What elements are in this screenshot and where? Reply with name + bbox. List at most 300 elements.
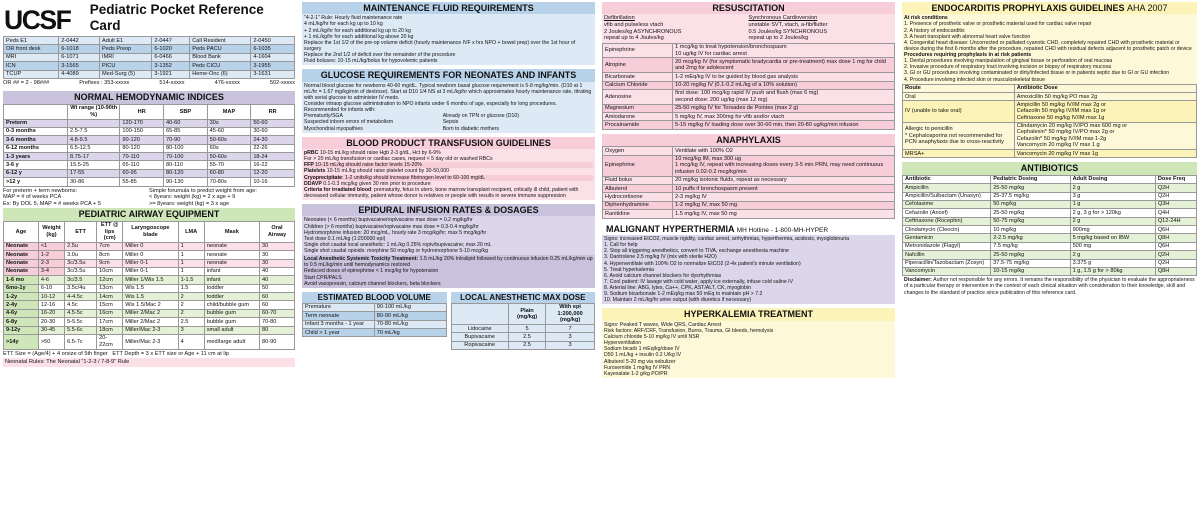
table-cell: 4-4089 xyxy=(59,70,100,78)
table-cell: 3-1352 xyxy=(152,62,190,70)
table-cell: 3-1921 xyxy=(152,70,190,78)
table-cell: 2-0447 xyxy=(152,37,190,45)
last-line: Avoid vasopressin, calcium channel blockers, beta blockers xyxy=(304,280,441,287)
table-cell: Ranitidine xyxy=(603,210,673,218)
table-cell: 60 xyxy=(260,293,295,301)
table-cell: 70-80s xyxy=(207,178,251,186)
table-cell: 3 xyxy=(178,326,204,334)
table-cell: Child > 1 year xyxy=(303,329,375,337)
table-row xyxy=(4,161,295,169)
table-row xyxy=(603,193,895,201)
column-header: With epi 1:200,000 (mg/kg) xyxy=(546,303,595,324)
defib-line: repeat up to 4 Joules/kg xyxy=(604,35,664,42)
glucose-line: Consider intraop glucose administration to NPO infants under 6 months of age, especially for long procedures. Recommended for infants with: xyxy=(304,101,557,114)
mh-header xyxy=(602,223,895,235)
table-row xyxy=(303,329,447,337)
table-cell: Q8H xyxy=(1155,267,1196,275)
table-cell: 4.5c xyxy=(65,301,97,309)
text-line: At risk conditions xyxy=(904,15,948,22)
table-row xyxy=(903,184,1197,192)
table-cell: 2.5u xyxy=(65,242,97,250)
table-row xyxy=(603,81,895,89)
table-row xyxy=(4,251,295,259)
table-cell: 1-3 years xyxy=(4,153,68,161)
table-cell: 50-60s xyxy=(207,153,251,161)
table-row xyxy=(603,43,895,58)
table-cell: med/large adult xyxy=(204,334,259,349)
table-cell: 3-6 months xyxy=(4,136,68,144)
text-line: 1. Dental procedures involving manipulation of gingival tissue or perforation of oral mucosa xyxy=(904,58,1113,65)
table-cell: 6.5-7c xyxy=(65,334,97,349)
table-row xyxy=(903,192,1197,200)
table-cell: 80-120 xyxy=(120,144,164,152)
table-cell: 1-2 mEq/kg IV to be guided by blood gas analysis xyxy=(673,73,895,81)
column-header xyxy=(4,104,68,119)
table-cell: Wis 1.5 xyxy=(123,293,178,301)
endo-header xyxy=(902,2,1197,14)
header-row xyxy=(4,104,295,119)
table-row xyxy=(903,150,1197,158)
column-header: Pediatric Dosing xyxy=(991,175,1070,183)
table-row xyxy=(4,267,295,275)
table-cell: 7 xyxy=(546,325,595,333)
column-header: LMA xyxy=(178,221,204,242)
note-line: For preterm + term newborns: xyxy=(3,187,78,194)
table-cell: Miller 2/Mac 2 xyxy=(123,309,178,317)
table-row xyxy=(903,259,1197,267)
table-cell: 3-4 xyxy=(38,267,64,275)
epidural-title: EPIDURAL INFUSION RATES & DOSAGES xyxy=(302,204,595,216)
table-cell: 18cm xyxy=(97,326,123,334)
column-header: RR xyxy=(251,104,295,119)
pair-right: Already on TPN or glucose (D10) xyxy=(442,113,520,120)
table-cell: 60s xyxy=(207,144,251,152)
table-cell: Peds PACU xyxy=(190,45,251,53)
table-cell: 500 mg xyxy=(1070,242,1155,250)
blood-item: DDAVP 0.1-0.3 mcg/kg given 30 min prior to procedure xyxy=(304,180,431,187)
table-cell: 80-110 xyxy=(164,161,208,169)
table-cell: 3 xyxy=(546,341,595,349)
table-cell: 16-20 xyxy=(38,309,64,317)
table-cell: 4-6 xyxy=(38,276,64,284)
table-cell: 1 mcg/kg to treat hypotension/bronchospasm 10 ug/kg IV for cardiac arrest xyxy=(673,43,895,58)
text-line: 1. Call for help xyxy=(604,242,638,249)
table-cell: MRSA+ xyxy=(903,150,1015,158)
hemodynamic-notes xyxy=(3,187,295,209)
cardio-title: Synchronous Cardioversion xyxy=(748,15,818,22)
table-cell: Cefazolin (Ancef) xyxy=(903,209,991,217)
table-cell: Q2H xyxy=(1155,184,1196,192)
table-cell: Neonate xyxy=(4,242,39,250)
text-line: 2. A history of endocarditis xyxy=(904,27,965,34)
text-line: Furosemide 1 mg/kg IV PRN xyxy=(604,364,671,371)
table-cell: infant xyxy=(204,276,259,284)
table-cell: Miller 0 xyxy=(123,242,178,250)
blood-item: FFP 10-15 mL/kg should raise factor levels 15-20% xyxy=(304,162,593,168)
table-cell: Procainamide xyxy=(603,121,673,129)
column-header: Plain (mg/kg) xyxy=(508,303,545,324)
table-row xyxy=(603,176,895,184)
abx-title: ANTIBIOTICS xyxy=(902,162,1197,174)
table-cell: Albuterol xyxy=(603,185,673,193)
text-line: 6. Avoid calcium channel blockers for dysrhythmias xyxy=(604,272,722,279)
table-cell: Neonate xyxy=(4,251,39,259)
table-cell: 65-85 xyxy=(164,127,208,135)
column-header: MAP xyxy=(207,104,251,119)
table-row xyxy=(4,309,295,317)
table-row xyxy=(4,136,295,144)
blood-item: Cryoprecipitate: 1-2 units/kg should increase fibrinogen level to 60-100 mg/dL xyxy=(304,175,593,181)
column-header: ETT xyxy=(65,221,97,242)
text-line: + 2 mL/kg/hr for each additional kg up to 20 kg xyxy=(304,27,411,34)
table-cell: ICN xyxy=(4,62,59,70)
table-cell: Miller/Mac 2-3 xyxy=(123,326,178,334)
table-cell: >14y xyxy=(4,334,39,349)
table-cell: 30 xyxy=(260,242,295,250)
table-cell: 1-2y xyxy=(4,293,39,301)
endo-table xyxy=(902,84,1197,159)
table-cell: Ceftriaxone (Rocephin) xyxy=(903,217,991,225)
table-cell: first dose: 100 mcg/kg rapid IV push and flush (max 6 mg) second dose: 200 ug/kg (max 12 mg) xyxy=(673,89,895,104)
table-cell: 8.75-17 xyxy=(68,153,120,161)
table-cell: Q8H xyxy=(1155,234,1196,242)
table-row xyxy=(303,303,447,311)
table-cell: 2 g, 3 g for > 120kg xyxy=(1070,209,1155,217)
table-cell: 22-26 xyxy=(251,144,295,152)
table-cell: Wis 1.5 xyxy=(123,284,178,292)
table-cell: 5 mg/kg IV, max 300mg for vfib and/or vtach xyxy=(673,113,895,121)
table-cell: 2.5 xyxy=(508,341,545,349)
column-header: Weight (kg) xyxy=(38,221,64,242)
table-cell: 12-16 xyxy=(38,301,64,309)
table-cell: 2-4y xyxy=(4,301,39,309)
table-cell: 100-150 xyxy=(120,127,164,135)
table-cell: 12cm xyxy=(97,276,123,284)
table-cell: 1-2 xyxy=(38,251,64,259)
table-row xyxy=(603,201,895,209)
pair-right: Sepsis xyxy=(442,119,459,126)
abx-table xyxy=(902,175,1197,277)
ett-size: ETT Size = (Age/4) + 4 orsize of 5th finger xyxy=(3,350,108,357)
table-cell: 25-50 mg/kg xyxy=(991,251,1070,259)
table-cell: 8cm xyxy=(97,251,123,259)
table-cell: Lidocaine xyxy=(451,325,508,333)
table-cell: Miller/Mac 2-3 xyxy=(123,334,178,349)
resus-table xyxy=(602,43,895,130)
table-cell: Miller 1/Wis 1.5 xyxy=(123,276,178,284)
table-cell: Nafcillin xyxy=(903,251,991,259)
table-cell: small adult xyxy=(204,326,259,334)
table-row xyxy=(4,259,295,267)
blood-item: Platelets 10-15 mL/kg should raise platelet count by 30-50,000 xyxy=(304,168,450,175)
table-cell: Vancomycin xyxy=(903,267,991,275)
table-cell: neonate xyxy=(204,251,259,259)
table-cell: 30-60 xyxy=(251,127,295,135)
table-cell: Med-Surg (5) xyxy=(100,70,152,78)
text-line: Test dose 0.1 mL/kg (1:200000 epi) xyxy=(304,235,386,242)
table-cell: 15.5-25 xyxy=(68,161,120,169)
note-line: >= 8years: weight (kg) = 3 x age xyxy=(149,200,230,207)
table-cell: 1-2 mg/kg IV, max 50 mg xyxy=(673,201,895,209)
table-cell: 1.5 xyxy=(178,284,204,292)
table-row xyxy=(451,325,595,333)
table-cell: 12-20 xyxy=(251,169,295,177)
table-row xyxy=(303,312,447,320)
table-row xyxy=(4,119,295,127)
blood-item: For > 20 mL/kg transfusion or cardiac cases, request < 5 day old or washed RBCs xyxy=(304,156,493,163)
header xyxy=(3,2,295,34)
table-cell: 2.5 xyxy=(178,318,204,326)
table-cell: 90-100 mL/kg xyxy=(374,303,446,311)
glucose-title: GLUCOSE REQUIREMENTS FOR NEONATES AND INFANTS xyxy=(302,69,595,81)
endo-aha: AHA 2007 xyxy=(1127,3,1168,13)
table-cell: 55-70 xyxy=(207,161,251,169)
text-line: Children (> 6 months) bupivacaine/ropivacaine max dose = 0.3-0.4 mg/kg/hr xyxy=(304,223,479,230)
table-cell: 80-120 xyxy=(164,169,208,177)
table-cell: 7cm xyxy=(97,242,123,250)
prefix-476: 476-xxxxx xyxy=(214,79,240,86)
table-cell: Metronidazole (Flagyl) xyxy=(903,242,991,250)
text-line: 4. Hyperventilate with 100% O2 to normalize EtCO2 (2-4x patient's minute ventilation) xyxy=(604,260,801,267)
table-row xyxy=(903,122,1197,150)
glucose-line: Normal blood glucose for newborns 40-60 mg/dL. Typical newborn basal glucose requirement is 5-8 mg/kg/min. (D10 at 1 mL/hr = 1.67 mg/kg/min of dextrose). Start at D10 1/4 NS at 3 mL/kg/hr which approximates hourly maintenance rate, titrating with serial glucose to administer IV meds. xyxy=(304,82,592,101)
table-cell: 7.5 mg/kg xyxy=(991,242,1070,250)
column-1 xyxy=(3,2,295,512)
table-row xyxy=(4,318,295,326)
table-row xyxy=(603,58,895,73)
table-row xyxy=(903,200,1197,208)
table-cell: 2-3 mg/kg IV xyxy=(673,193,895,201)
column-3 xyxy=(602,2,895,512)
table-cell: 6-8y xyxy=(4,318,39,326)
table-row xyxy=(603,89,895,104)
airway-table xyxy=(3,221,295,350)
blood-body xyxy=(302,149,595,200)
table-cell: Miller 0-1 xyxy=(123,259,178,267)
neonatal-rule: Neonatal Rules: The Neonatal "1-2-3 / 7-8-9" Rule xyxy=(3,358,295,367)
text-line: 9. Sodium bicarbonate 1-2 mEq/kg max 50 mEq to maintain pH > 7.2 xyxy=(604,291,763,298)
table-cell: 18-24 xyxy=(251,153,295,161)
table-row xyxy=(603,113,895,121)
table-row xyxy=(4,53,295,61)
table-cell: 5 mg/kg based on IBW xyxy=(1070,234,1155,242)
table-row xyxy=(4,178,295,186)
anaph-table xyxy=(602,146,895,218)
table-cell: 80-90 xyxy=(260,334,295,349)
table-cell: 37.5-75 mg/kg xyxy=(991,259,1070,267)
column-header: Mask xyxy=(204,221,259,242)
table-cell: Adult E1 xyxy=(100,37,152,45)
table-row xyxy=(903,209,1197,217)
table-row xyxy=(4,153,295,161)
table-cell: TCUP xyxy=(4,70,59,78)
table-cell: PICU xyxy=(100,62,152,70)
blood-title: BLOOD PRODUCT TRANSFUSION GUIDELINES xyxy=(302,137,595,149)
table-cell: 0-3 months xyxy=(4,127,68,135)
table-cell: 6.5-12.5 xyxy=(68,144,120,152)
table-cell: Oral xyxy=(903,93,1015,101)
table-cell: >12 y xyxy=(4,178,68,186)
table-row xyxy=(603,121,895,129)
text-line: Kayexalate 1-2 g/kg PO/PR xyxy=(604,370,668,377)
column-header: Wt range (10-90th %) xyxy=(68,104,120,119)
disclaimer xyxy=(902,276,1197,296)
table-cell: 70 mL/kg xyxy=(374,329,446,337)
glucose-body xyxy=(302,82,595,133)
table-cell: <1 xyxy=(38,242,64,250)
table-cell: Peds Preop xyxy=(100,45,152,53)
table-cell: 40 xyxy=(260,276,295,284)
table-cell: Epinephrine xyxy=(603,43,673,58)
table-cell: Clindamycin 20 mg/kg IV/PO max 600 mg or Cephalexin* 50 mg/kg IV/PO max 2g or Cefazolin* 50 mg/kg IV/IM max 1-2g Vancomycin 20 mg/kg IV max 1 g xyxy=(1014,122,1196,150)
table-row xyxy=(4,144,295,152)
text-line: Hyperventilation xyxy=(604,340,642,347)
last-title: Local Anesthetic Systemic Toxicity Treatment: xyxy=(304,256,419,263)
table-cell: 90-120 xyxy=(120,136,164,144)
table-row xyxy=(603,147,895,155)
defib-box xyxy=(602,14,895,42)
table-cell: 1-6 mo xyxy=(4,276,39,284)
mh-hotline: MH Hotline - 1-800-MH-HYPER xyxy=(736,226,829,234)
table-cell: 70-110 xyxy=(120,153,164,161)
text-line: Replace the 2nd 1/2 of deficit over the remainder of the procedure xyxy=(304,52,456,59)
text-line: 2. Invasive procedure of respiratory tract involving incision or biopsy of respiratory mucosa xyxy=(904,64,1112,71)
text-line: Fluid boluses: 10-15 mL/kg/bolus for hypovolemic patients xyxy=(304,58,438,65)
table-cell: Amoxicillin 50 mg/kg PO max 2g xyxy=(1014,93,1196,101)
blood-key: FFP xyxy=(304,162,314,169)
table-cell: 2.5 xyxy=(508,333,545,341)
table-row xyxy=(4,284,295,292)
table-cell: 24-30 xyxy=(251,136,295,144)
table-cell: 10-16 xyxy=(251,178,295,186)
table-cell: Preterm xyxy=(4,119,68,127)
table-cell: 40-60 xyxy=(164,119,208,127)
ucsf-logo xyxy=(3,4,86,32)
table-cell: Fluid bolus xyxy=(603,176,673,184)
ebv-title: ESTIMATED BLOOD VOLUME xyxy=(302,292,447,303)
table-cell: 3-1955 xyxy=(251,62,295,70)
table-cell: 16cm xyxy=(97,309,123,317)
header-row xyxy=(903,175,1197,183)
table-cell: Call Resident xyxy=(190,37,251,45)
table-cell: Q6H xyxy=(1155,242,1196,250)
fluid-title: MAINTENANCE FLUID REQUIREMENTS xyxy=(302,2,595,14)
pair-left: Myochondrial myopathies xyxy=(304,125,363,132)
table-cell: Ampicillin xyxy=(903,184,991,192)
text-line: Hydromorphone infusion: 20 mcg/mL, hourly rate 3 mcg/kg/hr; max 5 mcg/kg/hr xyxy=(304,229,487,236)
note-line: Simple forumula to predict weight from age: xyxy=(149,187,257,194)
table-cell: 80 xyxy=(260,326,295,334)
table-cell: 1-1.5 xyxy=(178,276,204,284)
table-cell: 1 g xyxy=(1070,200,1155,208)
table-cell: 4-4.5c xyxy=(65,293,97,301)
table-cell: Infant 3 months - 1 year xyxy=(303,320,375,328)
table-cell xyxy=(68,119,120,127)
column-header: Age xyxy=(4,221,39,242)
page-title: Pediatric Pocket Reference Card xyxy=(89,2,264,33)
text-line: 2. Stop all triggering anesthetics, convert to TIVA, exchange anesthesia machine xyxy=(604,248,789,255)
table-cell: 2 g xyxy=(1070,251,1155,259)
table-cell: 65-110 xyxy=(120,161,164,169)
phone-table xyxy=(3,36,295,79)
table-cell: 25-37.5 mg/kg xyxy=(991,192,1070,200)
table-cell: 5-15 mg/kg IV loading dose over 30-60 min, then 20-80 ug/kg/min infusion xyxy=(673,121,895,129)
text-line: 7. Cool patient: IV lavage with cold water, apply ice externally, infuse cold saline IV xyxy=(604,278,794,285)
table-row xyxy=(4,326,295,334)
pair-left: Suspected inborn errors of metabolism xyxy=(304,119,394,126)
table-cell: 2 g xyxy=(1070,184,1155,192)
lamax-title: LOCAL ANESTHETIC MAX DOSE xyxy=(451,292,596,303)
table-cell: Ventilate with 100% O2 xyxy=(673,147,895,155)
cardio-line: 0.5 Joules/kg SYNCHRONOUS xyxy=(748,28,828,35)
table-cell: 50-60 xyxy=(251,119,295,127)
defib-line: vfib and pulseless vtach xyxy=(604,21,664,28)
table-cell: 10 mg/kg xyxy=(991,226,1070,234)
text-line: 8. Arterial line: ABG, lytes, Ca++, CPK, AST/ALT, CK, myoglobin xyxy=(604,285,751,292)
table-cell: 2 xyxy=(178,293,204,301)
table-row xyxy=(451,341,595,349)
hyperk-title: HYPERKALEMIA TREATMENT xyxy=(602,308,895,320)
column-header: Oral Airway xyxy=(260,221,295,242)
table-row xyxy=(4,334,295,349)
column-4 xyxy=(902,2,1197,512)
table-cell: 3c/3.5u xyxy=(65,267,97,275)
table-cell: Amiodarone xyxy=(603,113,673,121)
table-cell: 1 xyxy=(178,259,204,267)
hemodynamic-title: NORMAL HEMODYNAMIC INDICES xyxy=(3,91,295,103)
table-cell: Atropine xyxy=(603,58,673,73)
table-row xyxy=(903,267,1197,275)
table-cell: 30 xyxy=(260,259,295,267)
table-cell: IV (unable to take oral) xyxy=(903,101,1015,122)
table-row xyxy=(603,210,895,218)
table-cell: 2.5-7.5 xyxy=(68,127,120,135)
table-cell: 6-1018 xyxy=(59,45,100,53)
table-cell: Q2H xyxy=(1155,259,1196,267)
header-row xyxy=(451,303,595,324)
table-row xyxy=(303,320,447,328)
table-cell: Q3H xyxy=(1155,200,1196,208)
cardio-line: repeat up to 2 Joules/kg xyxy=(748,35,809,42)
table-cell: Vancomycin 20 mg/kg IV max 1g xyxy=(1014,150,1196,158)
table-cell: Q2H xyxy=(1155,192,1196,200)
table-row xyxy=(4,242,295,250)
table-cell: 1 xyxy=(178,242,204,250)
column-header xyxy=(451,303,508,324)
table-cell: 3c/3.5 xyxy=(65,276,97,284)
prefix-502: 502-xxxxx xyxy=(269,79,295,86)
table-row xyxy=(903,251,1197,259)
column-header: Laryngoscope blade xyxy=(123,221,178,242)
airway-notes xyxy=(3,350,295,359)
text-line: 3. Dantrolene 2.5 mg/kg IV (mix with sterile H2O) xyxy=(604,254,717,261)
table-cell: 6-12 months xyxy=(4,144,68,152)
table-cell: 50 xyxy=(260,284,295,292)
table-cell: 10cm xyxy=(97,267,123,275)
table-cell: 13cm xyxy=(97,284,123,292)
hemodynamic-table xyxy=(3,104,295,187)
table-row xyxy=(903,242,1197,250)
table-row xyxy=(603,104,895,112)
table-cell: 60-70 xyxy=(260,309,295,317)
table-cell: 3.0u xyxy=(65,251,97,259)
table-cell: 17cm xyxy=(97,318,123,326)
table-row xyxy=(4,127,295,135)
defib-title: Defibrillation xyxy=(604,15,635,22)
disclaimer-text: Author not responsible for any errors. It remains the responsibility of the physician to evaluate the appropriateness of a particular therapy or intervention in the context of each clinical situation with consideration to their knowledge, skill and changes to the standard of practice since publication of this reference card. xyxy=(904,277,1195,296)
fluid-body xyxy=(302,14,595,65)
table-cell: 900mg xyxy=(1070,226,1155,234)
